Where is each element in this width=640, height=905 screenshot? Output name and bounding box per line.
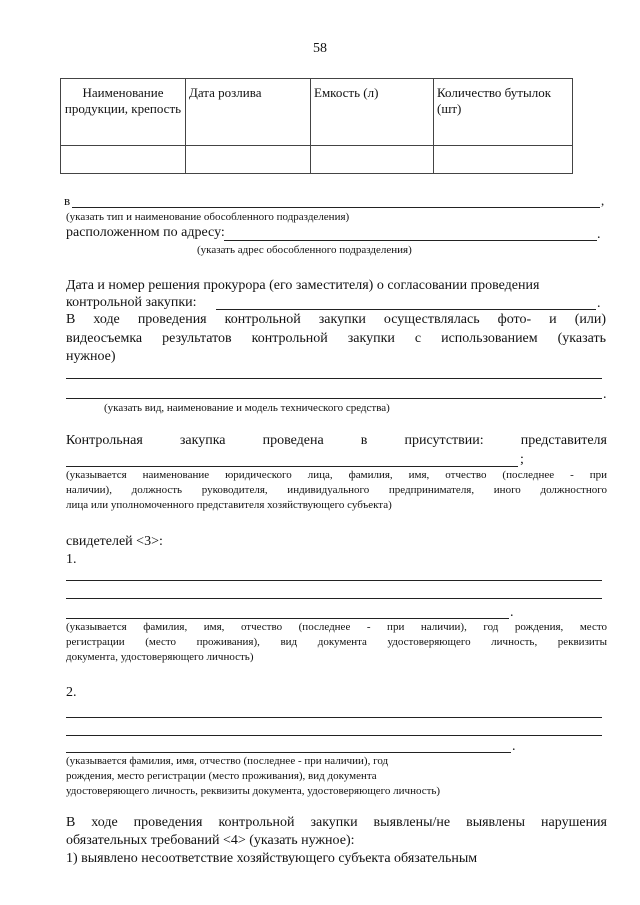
- table-cell[interactable]: [434, 146, 573, 174]
- photo-text-line3: нужное): [66, 349, 116, 364]
- violations-text-line1: В ходе проведения контрольной закупки выявлены/не выявлены нарушения: [66, 815, 607, 830]
- witness-2-blank-line-1[interactable]: [66, 717, 602, 718]
- note-device: (указать вид, наименование и модель технического средства): [104, 402, 390, 414]
- representative-blank-line[interactable]: [66, 466, 518, 467]
- note-representative-line3: лица или уполномоченного представителя хозяйствующего субъекта): [66, 499, 392, 511]
- header-bottling-date: Дата розлива: [186, 79, 311, 146]
- item-1-text: 1) выявлено несоответствие хозяйствующего субъекта обязательным: [66, 851, 478, 866]
- note-witness-1-line2: регистрации (место проживания), вид документа удостоверяющего личность, реквизиты: [66, 636, 607, 648]
- comma: ,: [601, 193, 605, 208]
- header-capacity: Емкость (л): [311, 79, 434, 146]
- semicolon: ;: [520, 452, 524, 467]
- address-label: расположенном по адресу:: [66, 225, 225, 240]
- header-product-name: Наименование продукции, крепость: [61, 79, 186, 146]
- photo-text-line2: видеосъемка результатов контрольной закупки с использованием (указать: [66, 331, 606, 346]
- device-blank-line-1[interactable]: [66, 378, 602, 379]
- subdivision-blank-line[interactable]: [72, 207, 600, 208]
- witness-2-number: 2.: [66, 685, 77, 700]
- address-blank-line[interactable]: [224, 240, 597, 241]
- table-header-row: [61, 79, 573, 146]
- note-subdivision: (указать тип и наименование обособленного подразделения): [66, 211, 350, 223]
- witness-1-blank-line-3[interactable]: [66, 618, 509, 619]
- presence-word: в: [360, 433, 368, 448]
- witness-2-blank-line-2[interactable]: [66, 735, 602, 736]
- note-address: (указать адрес обособленного подразделения): [197, 244, 412, 256]
- table-row: [61, 146, 573, 174]
- witness-1-blank-line-1[interactable]: [66, 580, 602, 581]
- note-witness-1-line1: (указывается фамилия, имя, отчество (последнее - при наличии), год рождения, место: [66, 621, 607, 633]
- note-representative-line2: наличии), должность руководителя, индивидуального предпринимателя, иного должностного: [66, 484, 607, 496]
- device-blank-line-2[interactable]: [66, 398, 602, 399]
- note-witness-2-line1: (указывается фамилия, имя, отчество (последнее - при наличии), год: [66, 755, 389, 767]
- witness-2-blank-line-3[interactable]: [66, 752, 511, 753]
- witness-1-blank-line-2[interactable]: [66, 598, 602, 599]
- note-witness-1-line3: документа, удостоверяющего личность): [66, 651, 254, 663]
- table-cell[interactable]: [61, 146, 186, 174]
- photo-text-line1: В ходе проведения контрольной закупки осуществлялась фото- и (или): [66, 312, 606, 327]
- violations-text-line2: обязательных требований <4> (указать нужное):: [66, 833, 355, 848]
- table-cell[interactable]: [311, 146, 434, 174]
- header-bottle-count: Количество бутылок (шт): [434, 79, 573, 146]
- witnesses-label: свидетелей <3>:: [66, 534, 163, 549]
- note-witness-2-line2: рождения, место регистрации (место проживания), вид документа: [66, 770, 377, 782]
- decision-text-line1: Дата и номер решения прокурора (его заместителя) о согласовании проведения: [66, 278, 540, 293]
- presence-word: присутствии:: [404, 433, 484, 448]
- device-dot: .: [603, 387, 607, 402]
- witness-1-number: 1.: [66, 552, 77, 567]
- presence-text: [66, 432, 607, 449]
- address-dot: .: [597, 227, 601, 242]
- presence-word: Контрольная: [66, 433, 143, 448]
- in-prefix: в: [64, 193, 71, 208]
- decision-text-line2: контрольной закупки:: [66, 295, 197, 310]
- note-witness-2-line3: удостоверяющего личность, реквизиты документа, удостоверяющего личность): [66, 785, 441, 797]
- presence-word: проведена: [262, 433, 324, 448]
- decision-blank-line[interactable]: [216, 309, 596, 310]
- presence-word: закупка: [179, 433, 226, 448]
- presence-word: представителя: [520, 433, 607, 448]
- product-table: [60, 78, 573, 174]
- witness-2-dot: .: [512, 739, 516, 754]
- table-cell[interactable]: [186, 146, 311, 174]
- witness-1-dot: .: [510, 605, 514, 620]
- page-number: 58: [313, 41, 327, 56]
- note-representative-line1: (указывается наименование юридического лица, фамилия, имя, отчество (последнее - при: [66, 469, 607, 481]
- decision-dot: .: [597, 296, 601, 311]
